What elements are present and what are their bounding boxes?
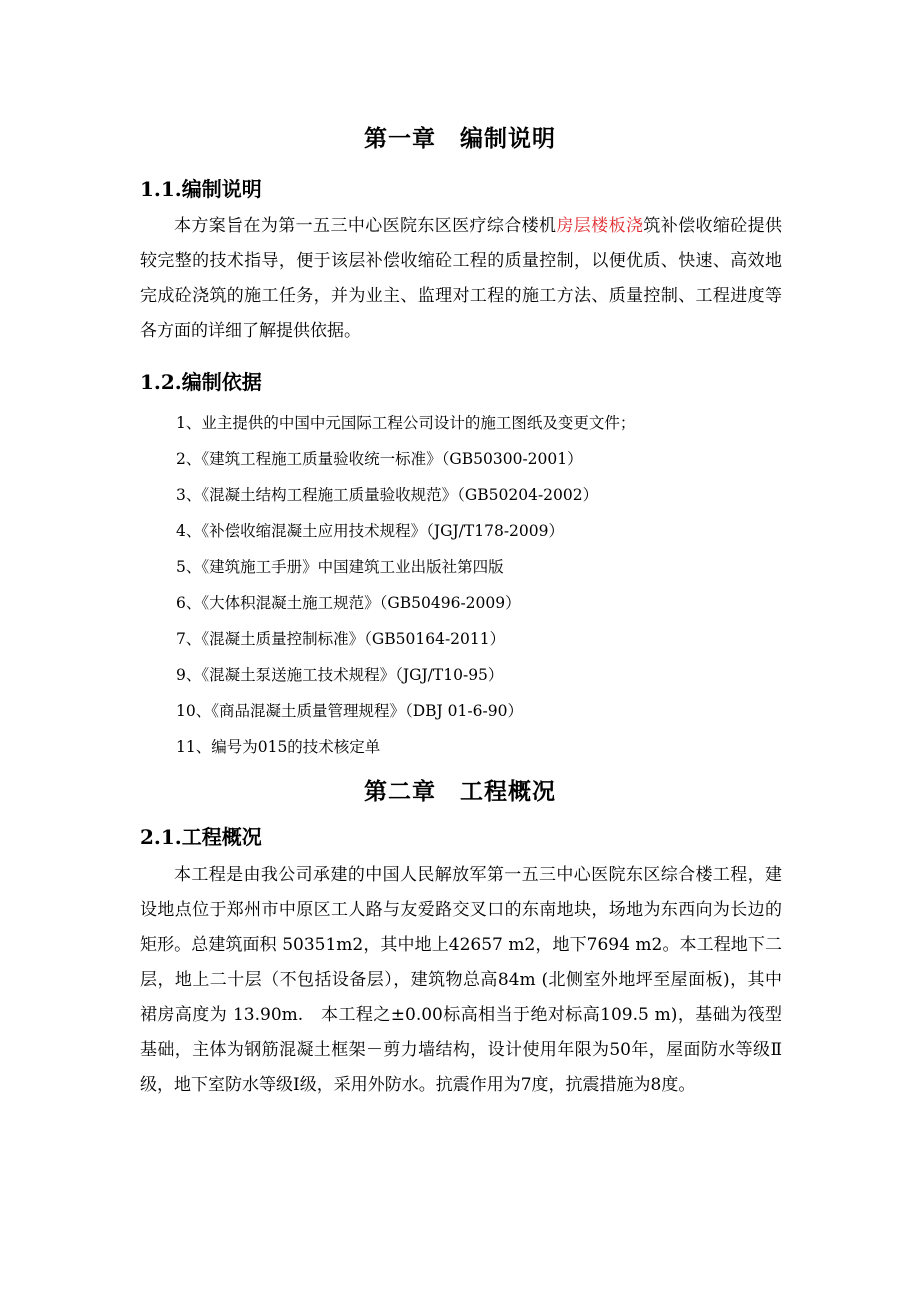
reference-item: 7、《混凝土质量控制标准》（GB50164-2011） <box>176 630 506 648</box>
highlighted-text: 房层楼板浇 <box>556 216 644 236</box>
paragraph-text-end: 筑补偿收缩砼提供较完整的技术指导，便于该层补偿收缩砼工程的质量控制，以便优质、快速、高效地完成砼浇筑的施工任务，并为业主、监理对工程的施工方法、质量控制、工程进度等各方面的详细了解提供依据。 <box>140 216 783 341</box>
reference-list <box>176 405 635 765</box>
reference-item: 9、《混凝土泵送施工技术规程》（JGJ/T10-95） <box>176 666 504 684</box>
chapter-2-title: 第二章 工程概况 <box>364 778 556 805</box>
section-1-2-heading: 1.2.编制依据 <box>140 370 262 394</box>
chapter-1-title: 第一章 编制说明 <box>364 125 556 152</box>
reference-item: 10、《商品混凝土质量管理规程》（DBJ 01-6-90） <box>176 702 523 720</box>
reference-item: 3、《混凝土结构工程施工质量验收规范》（GB50204-2002） <box>176 486 599 504</box>
section-2-1-paragraph: 本工程是由我公司承建的中国人民解放军第一五三中心医院东区综合楼工程，建设地点位于郑州市中原区工人路与友爱路交叉口的东南地块，场地为东西向为长边的矩形。总建筑面积 50351m2，其中地上42657 m2，地下7694 m2。本工程地下二层，地上二十层（不包括设备层），建筑物总高84m (北侧室外地坪至屋面板)，其中裙房高度为 13.90m. 本工程之±0.00标高相当于绝对标高109.5 m)，基础为筏型基础，主体为钢筋混凝土框架－剪力墙结构，设计使用年限为50年，屋面防水等级Ⅱ级，地下室防水等级Ⅰ级，采用外防水。抗震作用为7度，抗震措施为8度。 <box>140 865 782 1095</box>
section-1-1-paragraph <box>140 209 782 349</box>
section-1-1-heading: 1.1.编制说明 <box>140 177 262 201</box>
reference-item: 2、《建筑工程施工质量验收统一标准》（GB50300-2001） <box>176 450 583 468</box>
reference-item: 6、《大体积混凝土施工规范》（GB50496-2009） <box>176 594 521 612</box>
reference-item: 4、《补偿收缩混凝土应用技术规程》（JGJ/T178-2009） <box>176 522 565 540</box>
section-2-1-heading: 2.1.工程概况 <box>140 825 262 849</box>
reference-item: 1、业主提供的中国中元国际工程公司设计的施工图纸及变更文件； <box>176 414 636 432</box>
reference-item: 5、《建筑施工手册》中国建筑工业出版社第四版 <box>176 558 504 576</box>
reference-item: 11、编号为015的技术核定单 <box>176 738 381 756</box>
paragraph-text-start: 本方案旨在为第一五三中心医院东区医疗综合楼机 <box>174 216 557 236</box>
